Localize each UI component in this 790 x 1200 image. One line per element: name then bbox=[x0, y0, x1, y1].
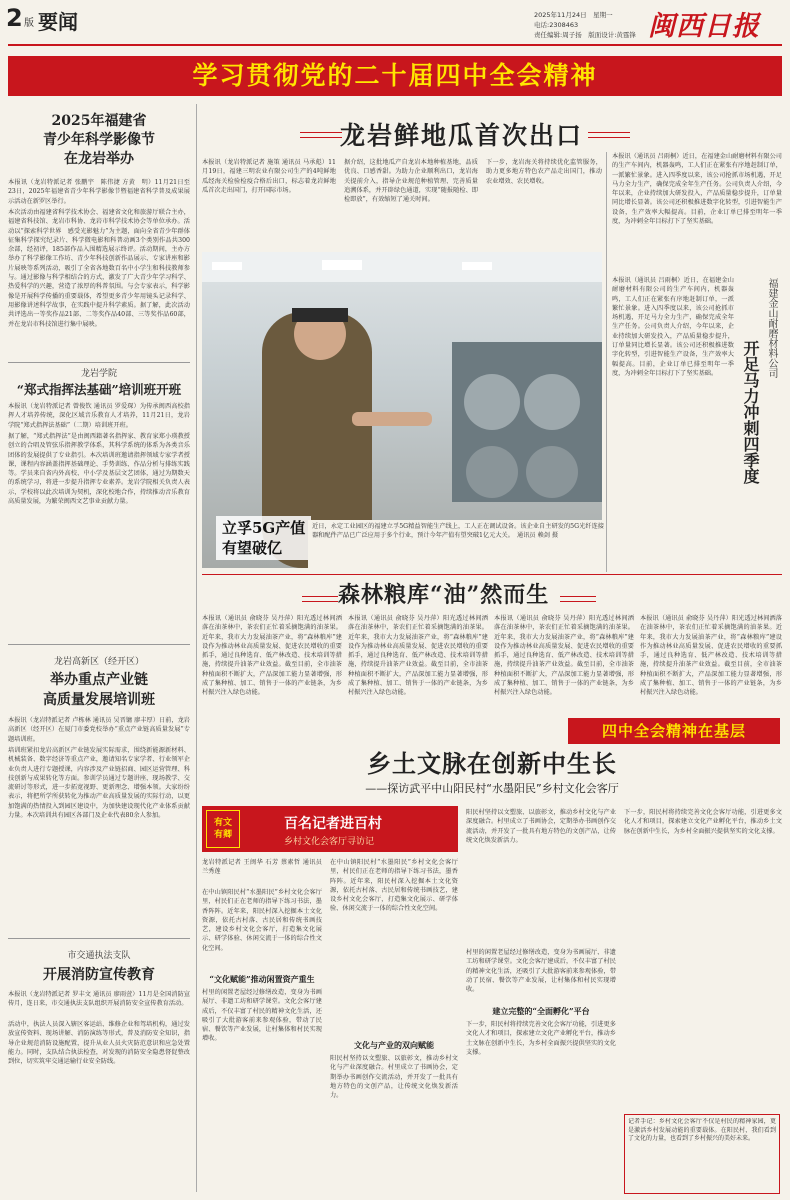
article-body: 在中山镇阳民村“水墨阳民”乡村文化会客厅里，村民们正在老师的指导下练习书法，墨香阵阵。近年来，阳民村深入挖掘本土文化资源，依托古村落、古民居和传统书画技艺，建设乡村文化会客厅，打造集文化展示、研学体验、休闲交流于一体的综合性文化空间。 bbox=[202, 889, 322, 952]
article-title: “郑式指挥法基础”培训班开班 bbox=[16, 382, 182, 397]
article-body: 阳民村坚持以文塑旅、以旅彰文，推动乡村文化与产业深度融合。村里成立了书画协会，定期举办书画创作交流活动，并开发了一批具有地方特色的文创产品，让传统文化焕发新活力。 bbox=[466, 809, 616, 844]
article-title bbox=[8, 112, 190, 169]
badge-seal bbox=[206, 810, 240, 848]
divider bbox=[8, 938, 190, 939]
article-body: 活动中，执法人员深入辖区客运站、维修企业和驾培机构，通过发放宣传资料、现场讲解、消防演练等形式，普及消防安全知识，指导企业规范消防设施配置，提升从业人员火灾防范意识和应急处置能力。同时，支队结合执法检查，对发现的消防安全隐患督促整改到位，切实筑牢交通运输行业安全防线。 bbox=[8, 1021, 190, 1066]
grassroots-banner bbox=[568, 718, 780, 744]
article-body: 下一步，龙岩海关将持续优化监管服务，助力更多地方特色农产品走出国门，推动农业增效、农民增收。 bbox=[486, 159, 602, 185]
phone: 电话:2308463 bbox=[534, 21, 579, 29]
article-body: 本次活动由福建省科学技术协会、福建省文化和旅游厅联合主办，福建省科技馆、龙岩市科协、龙岩市科学技术协会等单位承办。活动以“探索科学世界 感受光影魅力”为主题，面向全省青少年群体征集科学探究纪录片、科学微电影和科普动画3个类别作品共300余部，经初评，185部作品入围精选展示终评。活动期间，主办方举办了科学影像工作坊、青少年科技创新作品展示、专家讲座和影片展映等系列活动，吸引了全省各地数百名中小学生和科技教师参与。通过影像与科学相结合的方式，激发了广大青少年学习科学、热爱科学的兴趣，营造了浓厚的科普氛围。与会专家表示，科学影像是开展科学传播的重要载体，希望更多青少年用镜头记录科学、用影像讲述科学故事，在实践中提升科学素质。据了解，此次活动共评选出一等奖作品21部、二等奖作品40部、三等奖作品60部，并在龙岩市科技馆进行集中展映。 bbox=[8, 209, 190, 328]
editor-note-box bbox=[624, 1114, 780, 1194]
article-body: 本报讯（通讯员 吕雨桐）近日，在福建金山耐磨材料有限公司的生产车间内，机器轰鸣，工人们正在紧张有序地赶制订单，一派繁忙景象。进入四季度以来，该公司抢抓市场机遇，开足马力全力生产，确保完成全年生产任务。公司负责人介绍，今年以来，企业持续加大研发投入，产品质量稳步提升，订单量同比增长显著。该公司还积极推进数字化转型，引进智能生产设备，生产效率大幅提高。目前，企业订单已排至明年一季度，为冲刺全年目标打下了坚实基础。 bbox=[612, 277, 734, 377]
article-body: 下一步，阳民村将持续完善文化会客厅功能，引进更多文化人才和项目，探索建立文化产业孵化平台，推动乡土文脉在创新中生长，为乡村全面振兴提供坚实的文化支撑。 bbox=[624, 809, 782, 835]
article-byline: 本报讯（龙岩特派记者 卢栋林 通讯员 吴晋镛 廖丰厚）日前，龙岩高新区（经开区）在厦门市委党校举办“重点产业链高质量发展”专题培训班。 bbox=[8, 717, 190, 743]
divider bbox=[8, 644, 190, 645]
culture-story-title: 乡土文脉在创新中生长 bbox=[367, 749, 617, 778]
article-title: 开展消防宣传教育 bbox=[43, 967, 155, 983]
column-badge bbox=[202, 806, 458, 852]
header-rule bbox=[8, 44, 782, 46]
article-body: 培训班紧扣龙岩高新区产业链发展实际需求，围绕新能源新材料、机械装备、数字经济等重点产业，邀请知名专家学者、行业领军企业负责人进行专题授课，内容涉及产业链招商、园区运营管理、科技创新与成果转化等方面。参训学员通过专题讲座、现场教学、交流研讨等形式，进一步拓宽视野、更新理念、增强本领。大家纷纷表示，将把所学所获转化为推动产业高质量发展的实际行动，以更加饱满的热情投入到园区建设中，为加快建设现代化产业体系贡献力量。本次培训共有园区各部门及企业代表80余人参加。 bbox=[8, 747, 190, 820]
article-title bbox=[8, 670, 190, 710]
forest-story-title: 森林粮库“油”然而生 bbox=[338, 582, 550, 608]
title-line: 在龙岩举办 bbox=[64, 151, 134, 167]
column-subname: 乡村文化会客厅寻访记 bbox=[284, 837, 375, 847]
article-byline: 本报讯（龙岩特派记者 曾俊钦 通讯员 罗爱琛）为传承闽西高校指挥人才培养传统，深化区域音乐教育人才培养，11月21日，龙岩学院“郑式指挥法基础”（二期）培训班开班。 bbox=[8, 403, 190, 429]
photo-note: 近日，永定工业园区的福建立孚5G精益智能生产线上，工人正在调试设备。该企业自主研发的5G光纤连接器和配件产品已广泛应用于多个行业，预计今年产值有望突破1亿元大关。 通讯员 赖剑 摄 bbox=[308, 520, 608, 570]
section-heading: “文化赋能”推动闲置资产重生 bbox=[209, 974, 315, 984]
side-story-title: 开足马力冲刺四季度 bbox=[741, 340, 760, 484]
section-name: 要闻 bbox=[38, 10, 78, 34]
section-heading: 建立完整的“全面孵化”平台 bbox=[492, 1006, 590, 1016]
main-story-title: 龙岩鲜地瓜首次出口 bbox=[340, 121, 584, 150]
article-body: 村里的闲置老屋经过修缮改造，变身为书画展厅、非遗工坊和研学课堂。文化会客厅建成后，不仅丰富了村民的精神文化生活，还吸引了大批游客前来参观体验，带动了民宿、餐饮等产业发展，让村集体和村民实现增收。 bbox=[202, 989, 322, 1043]
column-name: 百名记者进百村 bbox=[284, 816, 382, 832]
article-kicker: 龙岩高新区（经开区） bbox=[53, 657, 144, 667]
column-divider bbox=[606, 152, 607, 572]
article-body: 本报讯（通讯员 俞晓芬 吴丹萍）阳光透过林间洒落在油茶林中，茶农们正忙着采摘饱满的油茶果。近年来，我市大力发展油茶产业，将“森林粮库”建设作为推动林业高质量发展、促进农民增收的重要抓手，通过良种选育、低产林改造、技术培训等措施，持续提升油茶产业效益。截至目前，全市油茶种植面积不断扩大，产品深加工能力显著增强，形成了集种植、加工、销售于一体的产业链条，为乡村振兴注入绿色动能。 bbox=[640, 615, 782, 697]
article-body: 据介绍，这批地瓜产自龙岩本地种植基地，品质优良、口感香甜。为助力企业顺利出口，龙岩海关提前介入，指导企业规范种植管理、完善质量追溯体系，并开辟绿色通道，实现“随报随检、即检即放”，有效缩短了通关时间。 bbox=[344, 159, 478, 204]
divider bbox=[8, 362, 190, 363]
article-body: 阳民村坚持以文塑旅、以旅彰文，推动乡村文化与产业深度融合。村里成立了书画协会，定期举办书画创作交流活动，并开发了一批具有地方特色的文创产品，让传统文化焕发新活力。 bbox=[330, 1055, 458, 1100]
editors-credit: 责任编辑:周子扬 版面设计:黄霆锋 bbox=[534, 31, 636, 39]
editor-note-text: 记者手记：乡村文化会客厅不仅是村民的精神家园，更是激活乡村发展动能的重要载体。在阳民村，我们看到了文化的力量，也看到了乡村振兴的美好未来。 bbox=[628, 1118, 776, 1143]
culture-story-subtitle: ——探访武平中山阳民村“水墨阳民”乡村文化会客厅 bbox=[365, 782, 619, 795]
photo-caption-title bbox=[216, 516, 311, 560]
badge-line: 有文 bbox=[213, 818, 232, 828]
section-heading: 文化与产业的双向赋能 bbox=[354, 1040, 434, 1050]
article-body: 本报讯（通讯员 俞晓芬 吴丹萍）阳光透过林间洒落在油茶林中，茶农们正忙着采摘饱满的油茶果。近年来，我市大力发展油茶产业，将“森林粮库”建设作为推动林业高质量发展、促进农民增收的重要抓手，通过良种选育、低产林改造、技术培训等措施，持续提升油茶产业效益。截至目前，全市油茶种植面积不断扩大，产品深加工能力显著增强，形成了集种植、加工、销售于一体的产业链条，为乡村振兴注入绿色动能。 bbox=[202, 615, 342, 697]
article-byline: 龙岩特派记者 王闽华 石芳 蔡素哲 通讯员 兰秀莲 bbox=[202, 859, 322, 876]
article-byline: 本报讯（龙岩特派记者 张鹏宇 陈伟捷 方黄 明）11月21日至23日，2025年福建省青少年科学影像节暨福建省科学普及成果展示活动在新罗区举行。 bbox=[8, 179, 190, 205]
article-body: 本报讯（通讯员 吕雨桐）近日，在福建金山耐磨材料有限公司的生产车间内，机器轰鸣，工人们正在紧张有序地赶制订单，一派繁忙景象。进入四季度以来，该公司抢抓市场机遇，开足马力全力生产，确保完成全年生产任务。公司负责人介绍，今年以来，企业持续加大研发投入，产品质量稳步提升，订单量同比增长显著。该公司还积极推进数字化转型，引进智能生产设备，生产效率大幅提高。目前，企业订单已排至明年一季度，为冲刺全年目标打下了坚实基础。 bbox=[612, 153, 782, 226]
page-unit: 版 bbox=[24, 18, 34, 29]
article-body: 村里的闲置老屋经过修缮改造，变身为书画展厅、非遗工坊和研学课堂。文化会客厅建成后，不仅丰富了村民的精神文化生活，还吸引了大批游客前来参观体验，带动了民宿、餐饮等产业发展，让村集体和村民实现增收。 bbox=[466, 949, 616, 994]
badge-line: 有卿 bbox=[213, 830, 232, 840]
article-byline: 本报讯（龙岩特派记者 罗丰文 通讯员 廖雨萱）11月是全国消防宣传月，连日来，市交通执法支队组织开展消防安全宣传教育活动。 bbox=[8, 991, 190, 1008]
masthead-logo: 闽西日报 bbox=[648, 11, 760, 42]
caption-line: 有望破亿 bbox=[222, 539, 283, 557]
title-line: 青少年科学影像节 bbox=[43, 132, 155, 148]
title-line: 举办重点产业链 bbox=[50, 672, 148, 688]
article-body: 在中山镇阳民村“水墨阳民”乡村文化会客厅里，村民们正在老师的指导下练习书法，墨香阵阵。近年来，阳民村深入挖掘本土文化资源，依托古村落、古民居和传统书画技艺，建设乡村文化会客厅，打造集文化展示、研学体验、休闲交流于一体的综合性文化空间。 bbox=[330, 859, 458, 913]
article-body: 本报讯（通讯员 俞晓芬 吴丹萍）阳光透过林间洒落在油茶林中，茶农们正忙着采摘饱满的油茶果。近年来，我市大力发展油茶产业，将“森林粮库”建设作为推动林业高质量发展、促进农民增收的重要抓手，通过良种选育、低产林改造、技术培训等措施，持续提升油茶产业效益。截至目前，全市油茶种植面积不断扩大，产品深加工能力显著增强，形成了集种植、加工、销售于一体的产业链条，为乡村振兴注入绿色动能。 bbox=[494, 615, 634, 697]
theme-banner-text: 学习贯彻党的二十届四中全会精神 bbox=[192, 61, 598, 90]
title-line: 2025年福建省 bbox=[51, 113, 147, 129]
column-divider bbox=[196, 104, 197, 1192]
theme-banner bbox=[8, 56, 782, 96]
side-story-subtitle: 福建金山耐磨材料公司 bbox=[766, 278, 777, 378]
grassroots-banner-text: 四中全会精神在基层 bbox=[601, 722, 746, 740]
title-line: 高质量发展培训班 bbox=[43, 692, 155, 708]
title-ornament-right bbox=[588, 132, 630, 138]
title-ornament-left bbox=[300, 132, 342, 138]
section-rule bbox=[202, 574, 782, 575]
article-body: 本报讯（龙岩特派记者 施策 通讯员 马承彪）11月19日，福建三明农业有限公司生产的4吨鲜地瓜经海关检验检疫合格后出口，标志着龙岩鲜地瓜首次走出国门，打开国际市场。 bbox=[202, 159, 336, 194]
article-body: 下一步，阳民村将持续完善文化会客厅功能，引进更多文化人才和项目，探索建立文化产业孵化平台，推动乡土文脉在创新中生长，为乡村全面振兴提供坚实的文化支撑。 bbox=[466, 1021, 616, 1056]
title-ornament-left bbox=[302, 596, 338, 602]
caption-line: 立孚5G产值 bbox=[222, 519, 306, 537]
issue-date: 2025年11月24日 星期一 bbox=[534, 11, 613, 19]
article-kicker: 市交通执法支队 bbox=[67, 951, 131, 961]
page-number: 2 bbox=[6, 4, 23, 32]
article-kicker: 龙岩学院 bbox=[80, 369, 117, 379]
article-body: 据了解，“郑式指挥法”是由闽西籍著名指挥家、教育家郑小瑛教授创立的合唱及管弦乐指挥教学体系，其科学系统的体系为各类音乐团体的发展提供了专业指引。本次培训班邀请指挥领域专家学者授课，课程内容涵盖指挥基础理论、手势训练、作品分析与排练实践等。学员来自省内外高校、中小学及基层文艺团体，通过为期数天的系统学习，将进一步提升指挥专业素养。龙岩学院相关负责人表示，学校将以此次培训为契机，深化校地合作，持续推动音乐教育高质量发展，为繁荣闽西文艺事业贡献力量。 bbox=[8, 433, 190, 506]
title-ornament-right bbox=[560, 596, 596, 602]
article-body: 本报讯（通讯员 俞晓芬 吴丹萍）阳光透过林间洒落在油茶林中，茶农们正忙着采摘饱满的油茶果。近年来，我市大力发展油茶产业，将“森林粮库”建设作为推动林业高质量发展、促进农民增收的重要抓手，通过良种选育、低产林改造、技术培训等措施，持续提升油茶产业效益。截至目前，全市油茶种植面积不断扩大，产品深加工能力显著增强，形成了集种植、加工、销售于一体的产业链条，为乡村振兴注入绿色动能。 bbox=[348, 615, 488, 697]
